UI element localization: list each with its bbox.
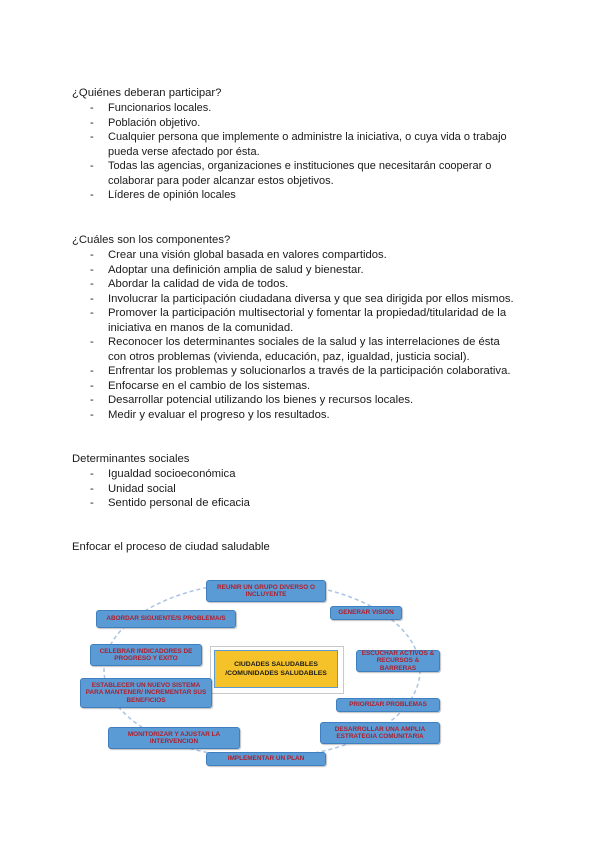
step-reunir-grupo: REUNIR UN GRUPO DIVERSO O INCLUYENTE xyxy=(206,580,326,602)
participants-list xyxy=(0,101,600,203)
list-item: - Cualquier persona que implemente o administre la iniciativa, o cuya vida o trabajo pueda verse afectado por ésta. xyxy=(0,130,600,159)
list-item: - Abordar la calidad de vida de todos. xyxy=(0,277,600,292)
list-item: - Todas las agencias, organizaciones e instituciones que necesitarán cooperar o colaborar para poder alcanzar estos objetivos. xyxy=(0,159,600,188)
healthy-city-cycle-diagram xyxy=(0,570,600,770)
list-item: - Líderes de opinión locales xyxy=(0,188,600,203)
step-celebrar-indicadores: CELEBRAR INDICADORES DE PROGRESO Y EXITO xyxy=(90,644,202,666)
list-item: - Población objetivo. xyxy=(0,116,600,131)
step-monitorizar-ajustar: MONITORIZAR Y AJUSTAR LA INTERVENCION xyxy=(108,727,240,749)
section-heading-determinants: Determinantes sociales xyxy=(72,453,190,465)
list-item: - Involucrar la participación ciudadana diversa y que sea dirigida por ellos mismos. xyxy=(0,292,600,307)
step-implementar-plan: IMPLEMENTAR UN PLAN xyxy=(206,752,326,766)
list-item: - Medir y evaluar el progreso y los resultados. xyxy=(0,408,600,423)
list-item: - Igualdad socioeconómica xyxy=(0,467,600,482)
list-item: - Adoptar una definición amplia de salud y bienestar. xyxy=(0,263,600,278)
list-item: - Crear una visión global basada en valores compartidos. xyxy=(0,248,600,263)
step-priorizar-problemas: PRIORIZAR PROBLEMAS xyxy=(336,698,440,712)
list-item: - Desarrollar potencial utilizando los bienes y recursos locales. xyxy=(0,393,600,408)
step-generar-vision: GENERAR VISION xyxy=(330,606,402,620)
section-heading-components: ¿Cuáles son los componentes? xyxy=(72,234,231,246)
step-escuchar-activos: ESCUCHAR ACTIVOS & RECURSOS & BARRERAS xyxy=(356,650,440,672)
section-heading-participants: ¿Quiénes deberan participar? xyxy=(72,87,222,99)
list-item: - Unidad social xyxy=(0,482,600,497)
center-label-box: CIUDADES SALUDABLES /COMUNIDADES SALUDABLES xyxy=(214,650,338,688)
list-item: - Reconocer los determinantes sociales de la salud y las interrelaciones de ésta con otros problemas (vivienda, educación, paz, igualdad, justicia social). xyxy=(0,335,600,364)
list-item: - Enfocarse en el cambio de los sistemas. xyxy=(0,379,600,394)
list-item: - Funcionarios locales. xyxy=(0,101,600,116)
components-list xyxy=(0,248,600,422)
section-heading-process: Enfocar el proceso de ciudad saludable xyxy=(72,541,270,553)
determinants-list xyxy=(0,467,600,511)
list-item: - Sentido personal de eficacia xyxy=(0,496,600,511)
step-abordar-siguiente: ABORDAR SIGUIENTE/S PROBLEMA/S xyxy=(96,610,236,628)
step-desarrollar-estrategia: DESARROLLAR UNA AMPLIA ESTRATEGIA COMUNITARIA xyxy=(320,722,440,744)
list-item: - Promover la participación multisectorial y fomentar la propiedad/titularidad de la iniciativa en manos de la comunidad. xyxy=(0,306,600,335)
step-establecer-sistema: ESTABLECER UN NUEVO SISTEMA PARA MANTENER/ INCREMENTAR SUS BENEFICIOS xyxy=(80,678,212,708)
list-item: - Enfrentar los problemas y solucionarlos a través de la participación colaborativa. xyxy=(0,364,600,379)
